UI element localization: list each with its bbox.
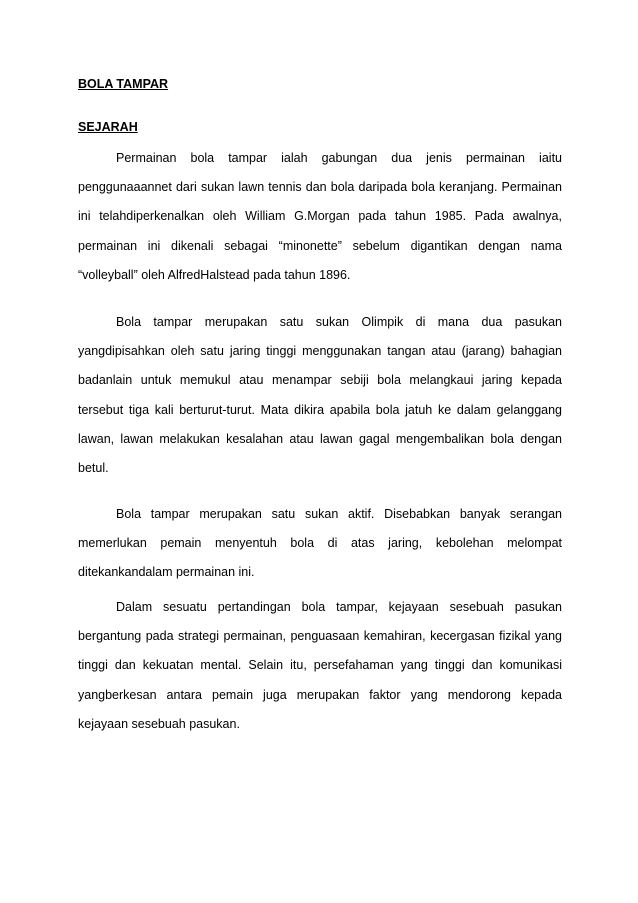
section-heading: SEJARAH bbox=[78, 120, 138, 134]
document-title: BOLA TAMPAR bbox=[78, 77, 169, 91]
paragraph-2: Bola tampar merupakan satu sukan Olimpik di mana dua pasukan yangdipisahkan oleh satu jaring tinggi menggunakan tangan atau (jarang) bahagian badanlain untuk memukul atau menampar sebiji bola melangkaui jaring kepada tersebut tiga kali berturut-turut. Mata dikira apabila bola jatuh ke dalam gelanggang lawan, lawan melakukan kesalahan atau lawan gagal mengembalikan bola dengan betul. bbox=[78, 315, 562, 476]
paragraph-4: Dalam sesuatu pertandingan bola tampar, kejayaan sesebuah pasukan bergantung pada strategi permainan, penguasaan kemahiran, kecergasan fizikal yang tinggi dan kekuatan mental. Selain itu, persefahaman yang tinggi dan komunikasi yangberkesan antara pemain juga merupakan faktor yang mendorong kepada kejayaan sesebuah pasukan. bbox=[78, 600, 562, 731]
paragraph-1: Permainan bola tampar ialah gabungan dua jenis permainan iaitu penggunaaannet dari sukan lawn tennis dan bola daripada bola keranjang. Permainan ini telahdiperkenalkan oleh William G.Morgan pada tahun 1985. Pada awalnya, permainan ini dikenali sebagai “minonette” sebelum digantikan dengan nama “volleyball” oleh AlfredHalstead pada tahun 1896. bbox=[78, 151, 562, 282]
paragraph-3: Bola tampar merupakan satu sukan aktif. Disebabkan banyak serangan memerlukan pemain menyentuh bola di atas jaring, kebolehan melompat ditekankandalam permainan ini. bbox=[78, 507, 562, 580]
